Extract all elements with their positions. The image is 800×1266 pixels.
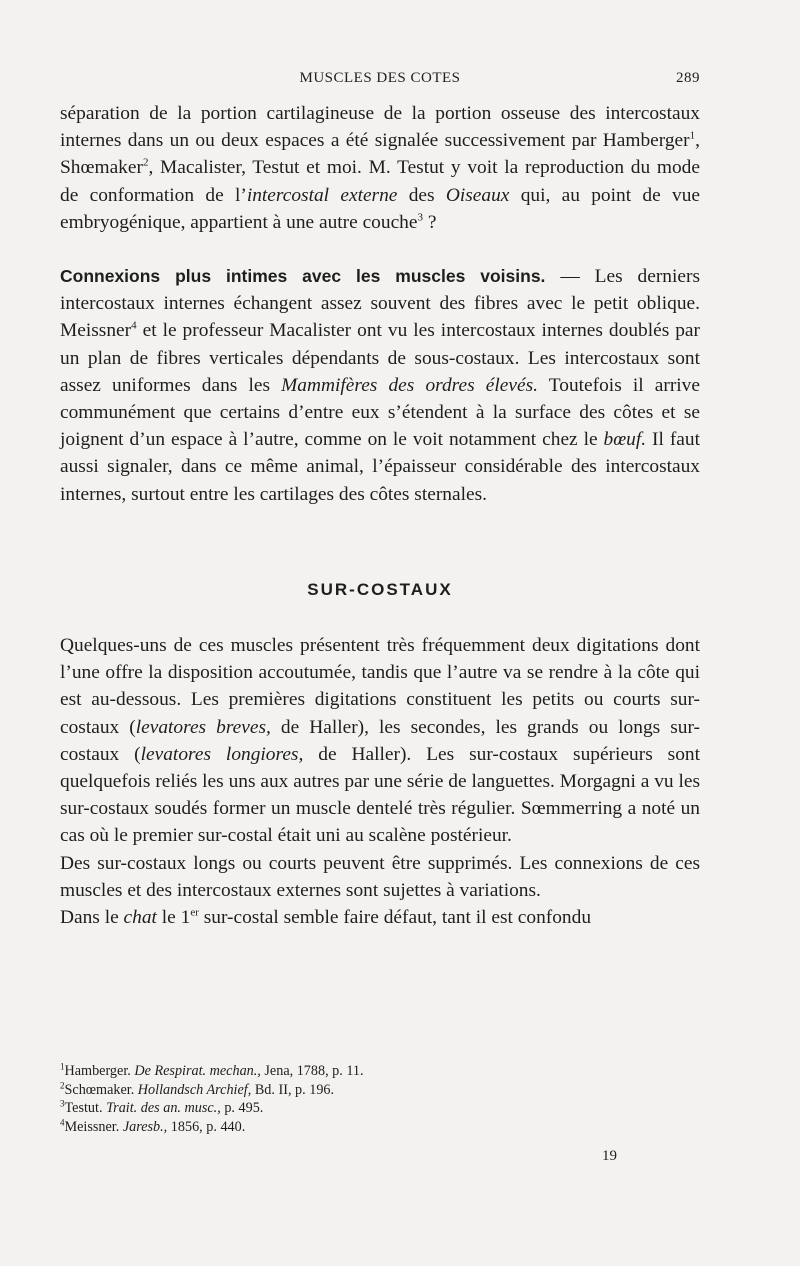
text: Toutefois il arrive communément que certains d’entre eux s’étendent à la surface des côtes et se joignent d’un espace à l’autre, comme on le voit notamment chez le <box>60 374 700 451</box>
footnote-3 <box>60 1099 700 1118</box>
superscript: er <box>190 906 199 919</box>
footnote-rest: Jena, 1788, p. 11. <box>260 1063 364 1079</box>
inline-heading: Connexions plus intimes avec les muscles voisins. <box>60 266 546 287</box>
text: sur-costal semble faire défaut, tant il est confondu <box>198 907 592 929</box>
footnote-number: 4 <box>60 1116 65 1127</box>
paragraph-4 <box>60 850 700 904</box>
footnote-author: Schœmaker. <box>64 1081 135 1098</box>
footnote-number: 3 <box>60 1098 65 1109</box>
footnote-rest: 1856, p. 440. <box>167 1118 246 1135</box>
italic-term: levatores longiores, <box>140 743 304 765</box>
italic-term: intercostal externe <box>246 184 398 206</box>
italic-term: levatores breves, <box>135 716 271 738</box>
footnote-number: 2 <box>60 1079 65 1090</box>
footnote-ref-1: 1 <box>689 129 696 142</box>
text: , Shœmaker <box>60 130 700 179</box>
running-head <box>60 70 700 94</box>
italic-term: bœuf. <box>603 429 647 451</box>
text: de Haller). Les sur-costaux supérieurs sont quelquefois reliés les uns aux autres par une série de languettes. Morgagni a vu les sur-costaux soudés former un muscle dentelé très régulier. Sœmmerring a noté un cas où le premier sur-costal était uni au scalène postérieur. <box>60 743 701 847</box>
footnote-rest: Bd. II, p. 196. <box>251 1081 335 1098</box>
footnote-author: Meissner. <box>64 1118 120 1135</box>
footnote-title: Trait. des an. musc., <box>106 1100 221 1116</box>
paragraph-2 <box>60 263 700 508</box>
footnote-ref-4: 4 <box>131 319 137 332</box>
italic-term: Oiseaux <box>445 184 510 206</box>
text: — Les derniers intercostaux internes échangent assez souvent des fibres avec le petit oblique. Meissner <box>60 266 700 342</box>
footnote-number: 1 <box>60 1061 65 1072</box>
section-title: SUR-COSTAUX <box>307 579 453 599</box>
body-text <box>60 100 700 931</box>
page-number: 289 <box>676 70 700 86</box>
text: le 1 <box>156 907 191 929</box>
footnote-author: Hamberger. <box>64 1063 131 1079</box>
footnote-2 <box>60 1081 700 1100</box>
paragraph-1 <box>60 100 700 236</box>
running-title: MUSCLES DES COTES <box>299 70 461 86</box>
text: ? <box>423 211 437 233</box>
footnote-ref-3: 3 <box>417 211 423 224</box>
text: Des sur-costaux longs ou courts peuvent être supprimés. Les connexions de ces muscles et des intercostaux externes sont sujettes à variations. <box>60 852 700 901</box>
text: des <box>397 184 446 206</box>
footnote-title: De Respirat. mechan., <box>134 1063 261 1079</box>
text: Il faut aussi signaler, dans ce même animal, l’épaisseur considérable des intercostaux internes, surtout entre les cartilages des côtes sternales. <box>60 429 700 505</box>
footnote-ref-2: 2 <box>142 156 149 169</box>
text: Quelques-uns de ces muscles présentent très fréquemment deux digitations dont l’une offre la disposition accoutumée, tandis que l’autre va se rendre à la côte qui est au-dessous. Les premières digitations constituent les petits ou courts sur-costaux ( <box>60 635 700 738</box>
footnote-rest: p. 495. <box>220 1100 264 1116</box>
footnote-1 <box>60 1062 700 1081</box>
italic-term: chat <box>123 907 157 929</box>
paragraph-5 <box>60 904 700 931</box>
printer-signature: 19 <box>602 1148 617 1164</box>
footnotes <box>60 1062 700 1136</box>
text: séparation de la portion cartilagineuse de la portion osseuse des intercostaux internes dans un ou deux espaces a été signalée successivement par Hamberger <box>60 103 700 152</box>
text: qui, au point de vue embryogénique, appartient à une autre couche <box>60 184 701 233</box>
footnote-author: Testut. <box>64 1100 103 1116</box>
text: de Haller), les secondes, les grands ou longs sur-costaux ( <box>60 716 700 765</box>
paragraph-3 <box>60 632 700 850</box>
footnote-4 <box>60 1118 700 1137</box>
footnote-title: Hollandsch Archief, <box>137 1081 252 1098</box>
italic-term: Mammifères des ordres élevés. <box>281 374 538 396</box>
text: et le professeur Macalister ont vu les intercostaux internes doublés par un plan de fibres verticales dépendants de sous-costaux. Les intercostaux sont assez uniformes dans les <box>60 320 700 396</box>
text: Dans le <box>60 907 124 929</box>
text: , Macalister, Testut et moi. M. Testut y voit la reproduction du mode de conformation de l’ <box>60 157 700 206</box>
footnote-title: Jaresb., <box>122 1118 168 1135</box>
